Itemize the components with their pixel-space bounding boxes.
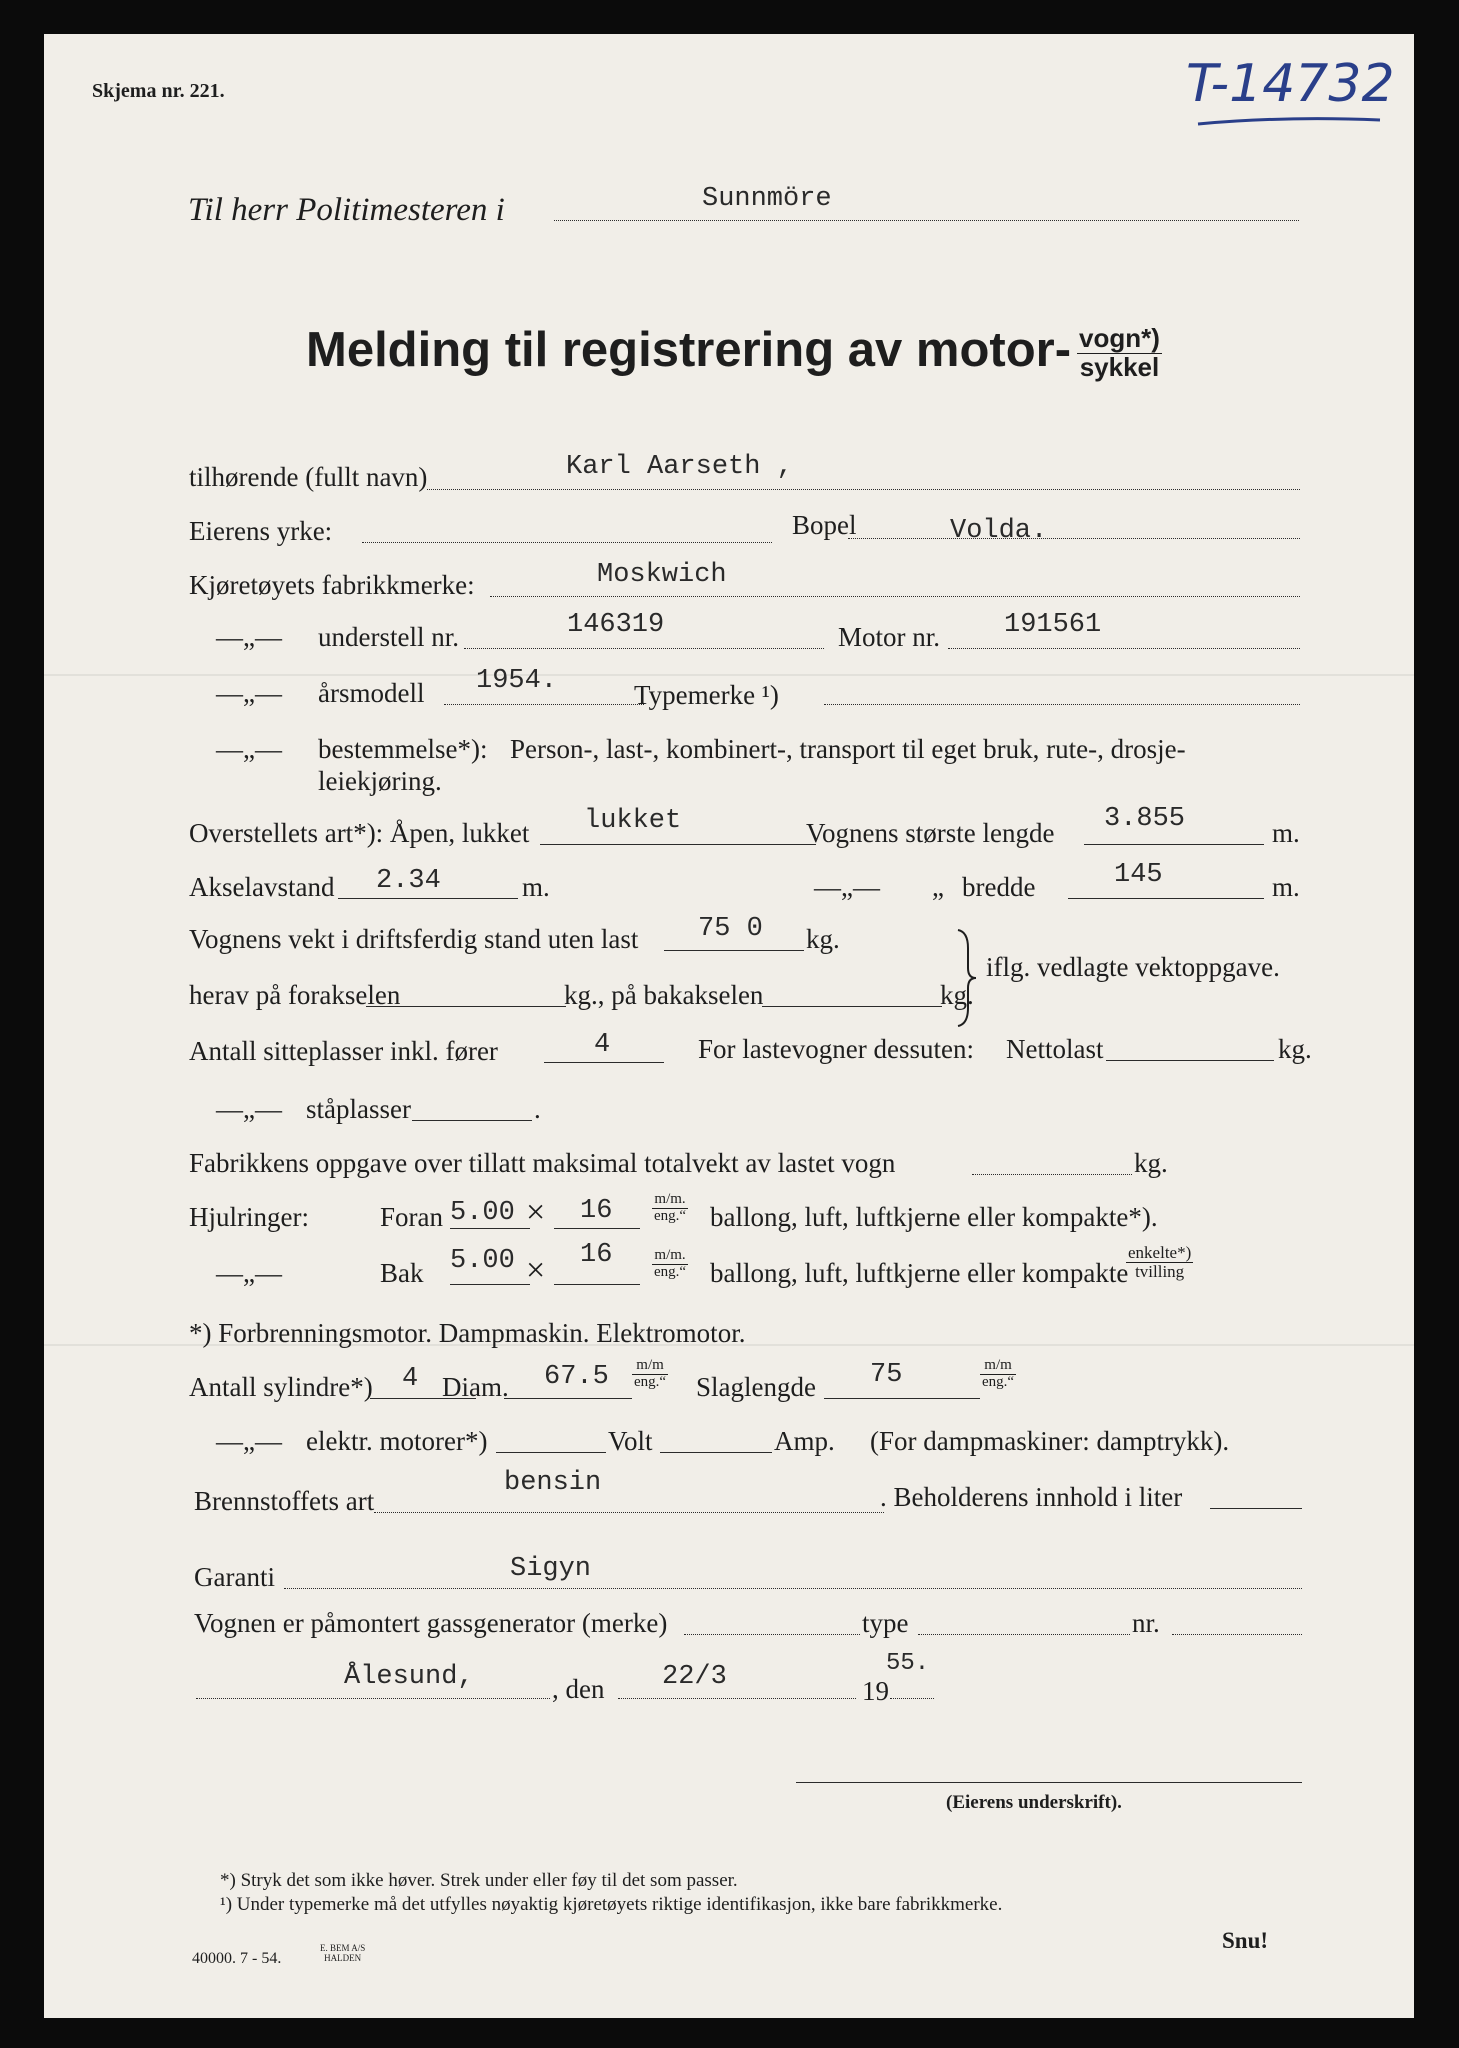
signature-label: (Eierens underskrift). <box>946 1792 1122 1813</box>
diameter-value: 67.5 <box>544 1362 609 1392</box>
width-label: bredde <box>962 872 1036 902</box>
tires-rear-unit: $\frac{m/m.}{\text{eng.“}}$ <box>654 1247 687 1280</box>
signature-line <box>796 1782 1302 1783</box>
type-label: Typemerke ¹) <box>634 680 779 710</box>
occupation-label: Eierens yrke: <box>189 516 333 546</box>
rear-axle-line <box>762 1006 942 1007</box>
place-line <box>196 1698 550 1699</box>
tires-rear-label: Bak <box>380 1258 424 1288</box>
width-unit: m. <box>1272 872 1300 902</box>
length-line <box>1084 844 1264 845</box>
stroke-line <box>824 1398 980 1399</box>
make-label: Kjøretøyets fabrikkmerke: <box>189 570 475 600</box>
purpose-label: bestemmelse*): <box>318 734 488 764</box>
amp-label: Amp. <box>774 1426 835 1456</box>
addressee-line <box>554 220 1299 221</box>
body-type-label: Overstellets art*): Åpen, lukket <box>189 818 530 848</box>
place-value: Ålesund, <box>344 1662 474 1692</box>
guarantee-value: Sigyn <box>510 1554 592 1584</box>
date-value: 22/3 <box>662 1662 727 1692</box>
ditto-mark: —„— <box>216 1094 282 1124</box>
tires-front-width-line <box>450 1228 530 1229</box>
ditto-mark: —„— <box>216 734 282 764</box>
weight-brace <box>954 928 978 1028</box>
tires-front-diam: 16 <box>580 1196 613 1226</box>
model-year-line <box>444 704 644 705</box>
ditto-mark: —„— <box>814 872 880 902</box>
wheel-config: $\frac{\text{enkelte*)}}{\text{tvilling}}$ <box>1128 1243 1192 1281</box>
diameter-unit: $\frac{m/m}{\text{eng.“}}$ <box>634 1357 667 1390</box>
amp-line <box>660 1452 772 1453</box>
length-value: 3.855 <box>1104 804 1186 834</box>
guarantee-label: Garanti <box>194 1562 275 1592</box>
handwritten-reference: T-14732 <box>1186 54 1395 114</box>
year-line <box>890 1698 934 1699</box>
steam-pressure-label: (For dampmaskiner: damptrykk). <box>870 1426 1230 1456</box>
wheelbase-unit: m. <box>522 872 550 902</box>
ditto-mark: —„— <box>216 1258 282 1288</box>
tires-rear-type: ballong, luft, luftkjerne eller kompakte <box>710 1258 1129 1288</box>
diameter-label: Diam. <box>442 1372 509 1402</box>
tank-line <box>1210 1508 1302 1509</box>
rear-axle-unit: kg. <box>940 980 974 1010</box>
printer-code: 40000. 7 - 54. <box>192 1950 282 1967</box>
tires-label: Hjulringer: <box>189 1202 309 1232</box>
standing-end: . <box>534 1094 541 1124</box>
footnote-2: ¹) Under typemerke må det utfylles nøyaktig kjøretøyets riktige identifikasjon, ikke bare fabrikkmerke. <box>220 1894 1003 1915</box>
printer-imprint: E. BEM A/S HALDEN <box>320 1943 366 1963</box>
weight-label: Vognens vekt i driftsferdig stand uten last <box>189 924 639 954</box>
tires-front-diam-line <box>554 1228 640 1229</box>
rear-axle-label: kg., på bakakselen <box>564 980 764 1010</box>
volt-line <box>496 1452 606 1453</box>
den-label: , den <box>552 1674 605 1704</box>
ditto-mark: —„— <box>216 678 282 708</box>
gas-generator-label: Vognen er påmontert gassgenerator (merke) <box>194 1608 668 1638</box>
weight-note: iflg. vedlagte vektoppgave. <box>986 952 1280 982</box>
ditto-mark: —„— <box>216 1426 282 1456</box>
width-value: 145 <box>1114 860 1163 890</box>
chassis-line <box>464 648 824 649</box>
gas-nr-label: nr. <box>1132 1608 1160 1638</box>
standing-label: ståplasser <box>306 1094 411 1124</box>
addressee-label: Til herr Politimesteren i <box>188 192 505 228</box>
residence-value: Volda. <box>950 516 1048 546</box>
length-unit: m. <box>1272 818 1300 848</box>
ditto-mark: —„— <box>216 622 282 652</box>
wheelbase-line <box>338 898 518 899</box>
electric-motors-label: elektr. motorer*) <box>306 1426 488 1456</box>
motor-line <box>948 648 1300 649</box>
addressee-value: Sunnmöre <box>702 184 832 214</box>
owner-name-value: Karl Aarseth , <box>566 452 793 482</box>
seats-label: Antall sitteplasser inkl. fører <box>189 1036 498 1066</box>
page-title: Melding til registrering av motor- $\frac{\text{vogn*)}}{\text{sykkel}}$ <box>306 323 1160 382</box>
diameter-line <box>504 1398 632 1399</box>
cylinders-label: Antall sylindre*) <box>189 1372 373 1402</box>
turn-over-label: Snu! <box>1222 1928 1269 1953</box>
engine-types: *) Forbrenningsmotor. Dampmaskin. Elektromotor. <box>189 1318 746 1348</box>
date-line <box>618 1698 856 1699</box>
weight-line <box>664 950 804 951</box>
purpose-options: Person-, last-, kombinert-, transport til eget bruk, rute-, drosje- <box>510 734 1186 764</box>
residence-line <box>848 538 1300 539</box>
length-label: Vognens største lengde <box>806 818 1055 848</box>
ditto-quote: „ <box>932 872 944 902</box>
make-line <box>490 596 1300 597</box>
net-load-line <box>1106 1060 1274 1061</box>
motor-value: 191561 <box>1004 610 1102 640</box>
residence-label: Bopel <box>792 510 857 540</box>
net-load-unit: kg. <box>1278 1034 1312 1064</box>
fuel-line <box>374 1512 884 1513</box>
body-type-value: lukket <box>584 806 682 836</box>
chassis-label: understell nr. <box>318 622 459 652</box>
motor-label: Motor nr. <box>838 622 941 652</box>
gas-generator-line <box>684 1634 860 1635</box>
handwritten-underline <box>1194 114 1384 128</box>
stroke-label: Slaglengde <box>696 1372 816 1402</box>
tires-rear-diam-line <box>554 1284 640 1285</box>
gas-type-line <box>918 1634 1130 1635</box>
type-line <box>824 704 1300 705</box>
purpose-options-cont: leiekjøring. <box>318 766 442 796</box>
standing-line <box>412 1120 532 1121</box>
owner-name-label: tilhørende (fullt navn) <box>189 462 428 492</box>
form-number: Skjema nr. 221. <box>92 80 225 102</box>
tank-label: . Beholderens innhold i liter <box>880 1482 1183 1512</box>
front-axle-line <box>366 1006 566 1007</box>
owner-name-line <box>427 489 1300 490</box>
year-century: 19 <box>862 1676 889 1706</box>
stroke-unit: $\frac{m/m}{\text{eng.“}}$ <box>982 1357 1015 1390</box>
chassis-value: 146319 <box>567 610 665 640</box>
tires-front-width: 5.00 <box>450 1198 515 1228</box>
form-page <box>44 34 1414 2018</box>
tires-rear-width: 5.00 <box>450 1246 515 1276</box>
fold-crease <box>44 674 1414 676</box>
model-year-label: årsmodell <box>318 678 425 708</box>
net-load-label: Nettolast <box>1006 1034 1104 1064</box>
guarantee-line <box>284 1588 1302 1589</box>
cylinders-value: 4 <box>402 1364 419 1394</box>
seats-line <box>544 1062 664 1063</box>
occupation-line <box>362 542 772 543</box>
tires-rear-diam: 16 <box>580 1240 613 1270</box>
weight-unit: kg. <box>806 924 840 954</box>
gas-type-label: type <box>862 1608 909 1638</box>
gas-nr-line <box>1172 1634 1302 1635</box>
wheelbase-label: Akselavstand <box>189 872 335 902</box>
width-line <box>1068 898 1264 899</box>
tires-front-unit: $\frac{m/m.}{\text{eng.“}}$ <box>654 1191 687 1224</box>
weight-value: 75 0 <box>698 914 763 944</box>
max-weight-label: Fabrikkens oppgave over tillatt maksimal totalvekt av lastet vogn <box>189 1148 896 1178</box>
cargo-label: For lastevogner dessuten: <box>698 1034 974 1064</box>
year-value: 55. <box>886 1650 930 1677</box>
footnote-1: *) Stryk det som ikke høver. Strek under eller føy til det som passer. <box>220 1870 738 1891</box>
tires-rear-times: × <box>526 1252 546 1289</box>
tires-rear-width-line <box>450 1284 530 1285</box>
make-value: Moskwich <box>597 560 727 590</box>
max-weight-unit: kg. <box>1134 1148 1168 1178</box>
tires-front-label: Foran <box>380 1202 443 1232</box>
body-type-line <box>540 844 816 845</box>
seats-value: 4 <box>594 1030 611 1060</box>
tires-front-type: ballong, luft, luftkjerne eller kompakte*). <box>710 1202 1158 1232</box>
max-weight-line <box>972 1174 1132 1175</box>
front-axle-label: herav på forakselen <box>189 980 401 1010</box>
model-year-value: 1954. <box>476 666 558 696</box>
volt-label: Volt <box>608 1426 653 1456</box>
fuel-value: bensin <box>504 1468 602 1498</box>
tires-front-times: × <box>526 1194 546 1231</box>
fuel-label: Brennstoffets art <box>194 1486 375 1516</box>
wheelbase-value: 2.34 <box>376 866 441 896</box>
stroke-value: 75 <box>870 1360 903 1390</box>
